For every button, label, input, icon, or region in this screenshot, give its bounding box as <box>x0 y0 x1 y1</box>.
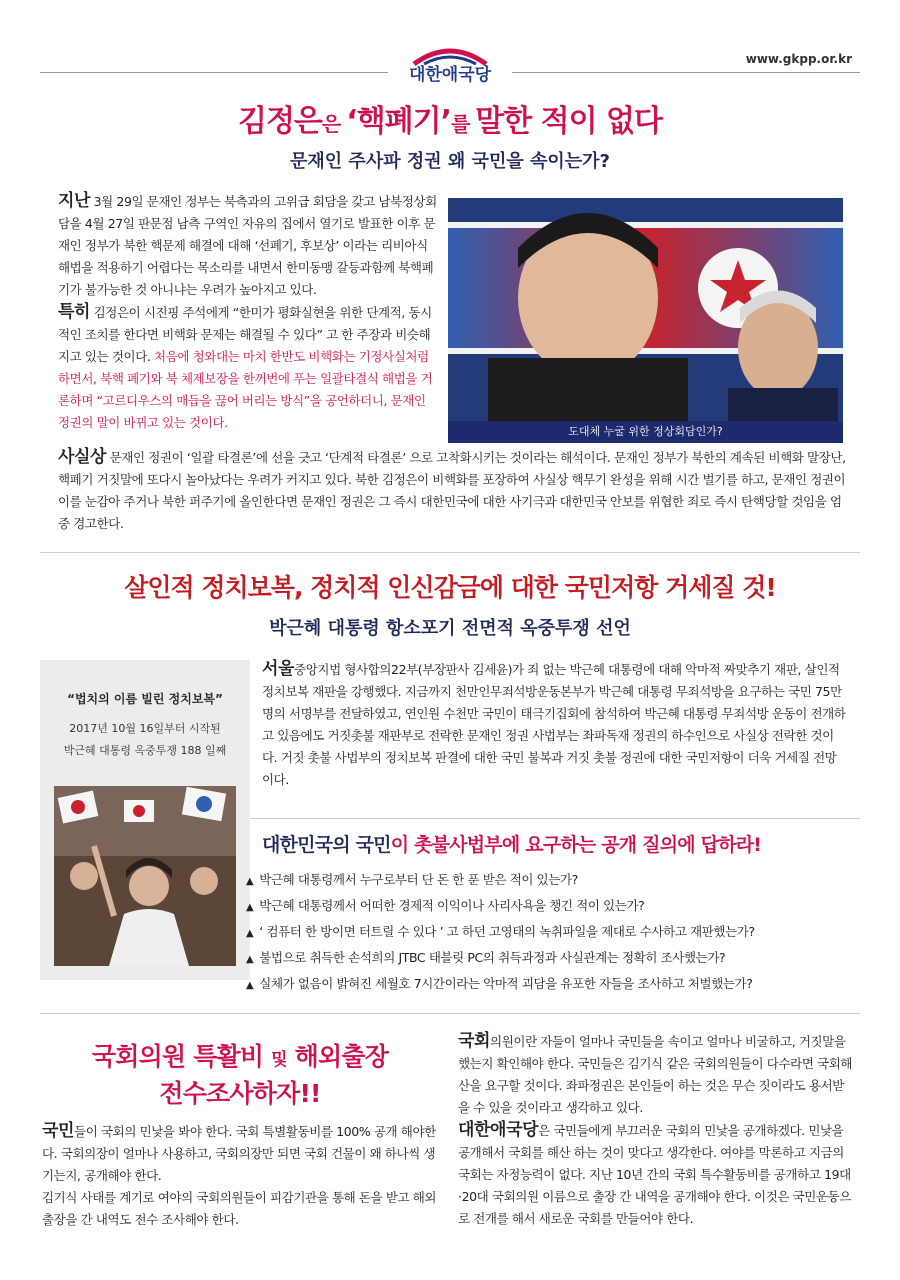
paragraph <box>42 1120 437 1187</box>
summit-photo <box>448 198 843 443</box>
lead-word: 지난 <box>58 191 91 211</box>
question-text: 실체가 없음이 밝혀진 세월호 7시간이라는 악마적 괴담을 유포한 자들을 조사하고 처벌했는가? <box>259 976 753 991</box>
title-part: 은 <box>321 112 347 136</box>
lead-word: 사실상 <box>58 447 107 467</box>
title-part: 해외출장 <box>286 1042 389 1071</box>
inquiry-list <box>246 868 856 998</box>
question-text: 박근혜 대통령께서 어떠한 경제적 이익이나 사리사욕을 챙긴 적이 있는가? <box>259 898 645 913</box>
triangle-bullet-icon: ▲ <box>246 954 254 965</box>
question-text: 불법으로 취득한 손석희의 JTBC 태블릿 PC의 취득과정과 사실관계는 정확히 조사했는가? <box>259 950 726 965</box>
paragraph: 김기식 사태를 계기로 여야의 국회의원들이 피감기관을 통해 돈을 받고 해외출장을 간 내역도 전수 조사해야 한다. <box>42 1190 437 1227</box>
title-part: 김정은 <box>237 104 322 139</box>
title-part: ‘핵폐기’ <box>346 104 451 139</box>
question-text: ‘ 컴퓨터 한 방이면 터트릴 수 있다 ’ 고 하던 고영태의 녹취파일을 제대로 수사하고 재판했는가? <box>259 924 755 939</box>
party-logo <box>388 38 512 88</box>
article3-left-column <box>42 1120 437 1231</box>
triangle-bullet-icon: ▲ <box>246 876 254 887</box>
photo-caption: 도대체 누굴 위한 정상회담인가? <box>448 421 843 443</box>
triangle-bullet-icon: ▲ <box>246 980 254 991</box>
logo-text: 대한애국당 <box>408 65 492 85</box>
article1-body <box>58 190 440 434</box>
title-line1 <box>40 1040 440 1077</box>
triangle-bullet-icon: ▲ <box>246 902 254 913</box>
title-line2: 전수조사하자!! <box>159 1079 321 1108</box>
title-part: 이 촛불사법부에 요구하는 공개 질의에 답하라! <box>390 834 762 856</box>
sidebar-line1: 2017년 10월 16일부터 시작된 <box>69 722 221 735</box>
paragraph-text: 문재인 정권이 ‘일괄 타결론’에 선을 긋고 ‘단계적 타결론’ 으로 고착화시키는 것이라는 해석이다. 문재인 정부가 북한의 계속된 비핵화 말장난, 핵폐기 거짓말에 또다시 놀아났다는 우려가 커지고 있다. 북한 김정은이 비핵화를 포장하여 사실상 핵무기 완성을 위해 시간 벌기를 하고, 문재인 정권이 이를 눈감아 주거나 북한 퍼주기에 올인한다면 문재인 정권은 그 즉시 대한민국에 대한 사기극과 대한민국 안보를 위협한 죄로 즉시 탄핵당할 것임을 엄중 경고한다. <box>58 450 846 531</box>
rally-photo <box>54 786 236 966</box>
paragraph <box>262 658 847 791</box>
paragraph-text: 의원이란 자들이 얼마나 국민들을 속이고 얼마나 비굴하고, 거짓말을 했는지 확인해야 한다. 국민들은 김기식 같은 국회의원들이 다수라면 국회해산을 요구할 것이다. 좌파정권은 본인들이 하는 것은 무슨 짓이라도 용서받을 수 있을 것이라고 생각하고 있다. <box>458 1034 853 1115</box>
article2-body <box>262 658 847 791</box>
article2-title: 살인적 정치보복, 정치적 인신감금에 대한 국민저항 거세질 것! <box>124 573 776 602</box>
sidebar-quote: “법치의 이름 빌린 정치보복” <box>67 692 223 706</box>
section-divider <box>40 552 860 553</box>
paragraph-text: 김정은이 시진핑 주석에게 “한미가 평화실현을 위한 단계적, 동시적인 조치를 한다면 비핵화 문제는 해결될 수 있다” 고 한 주장과 비슷해지고 있는 것이다. <box>58 305 432 364</box>
article3-right-column <box>458 1030 853 1230</box>
paragraph <box>58 190 440 301</box>
title-part: 국회의원 특활비 <box>91 1042 272 1071</box>
lead-word: 국회 <box>458 1031 491 1051</box>
subsection-divider <box>250 818 860 819</box>
paragraph <box>58 446 848 535</box>
article1-body-continued <box>58 446 848 535</box>
list-item <box>246 972 856 998</box>
article3-title <box>40 1040 440 1111</box>
section-divider <box>40 1013 860 1014</box>
title-part: 대한민국의 국민 <box>262 834 391 856</box>
sidebar-line2: 박근혜 대통령 옥중투쟁 188 일째 <box>63 744 227 757</box>
summit-photo-image <box>448 198 843 443</box>
paragraph-text: 은 국민들에게 부끄러운 국회의 민낯을 공개하겠다. 민낯을 공개해서 국회를 해산 하는 것이 맞다고 생각한다. 여야를 막론하고 지금의 국회는 자정능력이 없다. 지난 10년 간의 국회 특수활동비를 공개하고 19대·20대 국회의원 이름으로 출장 간 내역을 공개해야 한다. 이것은 국민운동으로 전개를 해서 새로운 국회를 만들어야 한다. <box>458 1123 851 1226</box>
highlight-text: 처음에 청와대는 마치 한반도 비핵화는 기정사실처럼 하면서, 북핵 폐기와 북 체제보장을 한꺼번에 푸는 일괄타결식 해법을 거론하며 “고르디우스의 매듭을 끊어 버리는 방식”을 공언하더니, 문재인 정권의 말이 바뀌고 있는 것이다. <box>58 349 433 430</box>
article1-subtitle: 문재인 주사파 정권 왜 국민을 속이는가? <box>290 151 610 172</box>
triangle-bullet-icon: ▲ <box>246 928 254 939</box>
title-part: 를 <box>450 112 476 136</box>
paragraph <box>458 1119 853 1230</box>
open-inquiry-title <box>262 830 862 857</box>
article1-title <box>0 96 900 140</box>
lead-word: 대한애국당 <box>458 1120 539 1140</box>
list-item <box>246 920 856 946</box>
imprisonment-sidebar <box>40 660 250 980</box>
article2-subtitle: 박근혜 대통령 항소포기 전면적 옥중투쟁 선언 <box>269 618 631 639</box>
paragraph <box>58 301 440 434</box>
title-part: 및 <box>271 1050 287 1070</box>
question-text: 박근혜 대통령께서 누구로부터 단 돈 한 푼 받은 적이 있는가? <box>259 872 578 887</box>
paragraph-text: 중앙지법 형사합의22부(부장판사 김세윤)가 죄 없는 박근혜 대통령에 대해 악마적 짜맞추기 재판, 살인적 정치보복 재판을 강행했다. 지금까지 천만인무죄석방운동본부가 박근혜 대통령 무죄석방을 요구하는 국민 75만명의 서명부를 전달하였고, 연인원 수천만 국민이 태극기집회에 참석하여 박근혜 대통령 무죄석방 운동이 전개하고 있음에도 거짓촛불 재판부로 전락한 문재인 정권 사법부는 좌파독재 정권의 하수인으로 사실상 전락한 것이다. 거짓 촛불 사법부의 정치보복 판결에 대한 국민 불복과 거짓 촛불 정권에 대한 국민저항이 더욱 거세질 전망이다. <box>262 662 846 787</box>
rally-photo-image <box>54 786 236 966</box>
lead-word: 특히 <box>58 302 91 322</box>
lead-word: 서울 <box>262 659 295 679</box>
paragraph-text: 3월 29일 문재인 정부는 북측과의 고위급 회담을 갖고 남북정상회담을 4월 27일 판문점 남측 구역인 자유의 집에서 열기로 발표한 이후 문재인 정부가 북한 핵문제 해결에 대해 ‘선폐기, 후보상’ 이라는 리비아식 해법을 적용하기 어렵다는 목소리를 내면서 한미동맹 갈등과함께 북핵폐기가 불가능한 것 아니냐는 우려가 높아지고 있다. <box>58 194 437 297</box>
lead-word: 국민 <box>42 1121 75 1141</box>
list-item <box>246 894 856 920</box>
website-url[interactable]: www.gkpp.or.kr <box>745 52 852 66</box>
title-part: 말한 적이 없다 <box>475 104 663 139</box>
list-item <box>246 868 856 894</box>
paragraph <box>458 1030 853 1119</box>
list-item <box>246 946 856 972</box>
paragraph-text: 들이 국회의 민낯을 봐야 한다. 국회 특별활동비를 100% 공개 해야한다. 국회의장이 얼마나 사용하고, 국회의장만 되면 국회 건물이 왜 하나씩 생기는지, 공개해야 한다. <box>42 1124 436 1183</box>
